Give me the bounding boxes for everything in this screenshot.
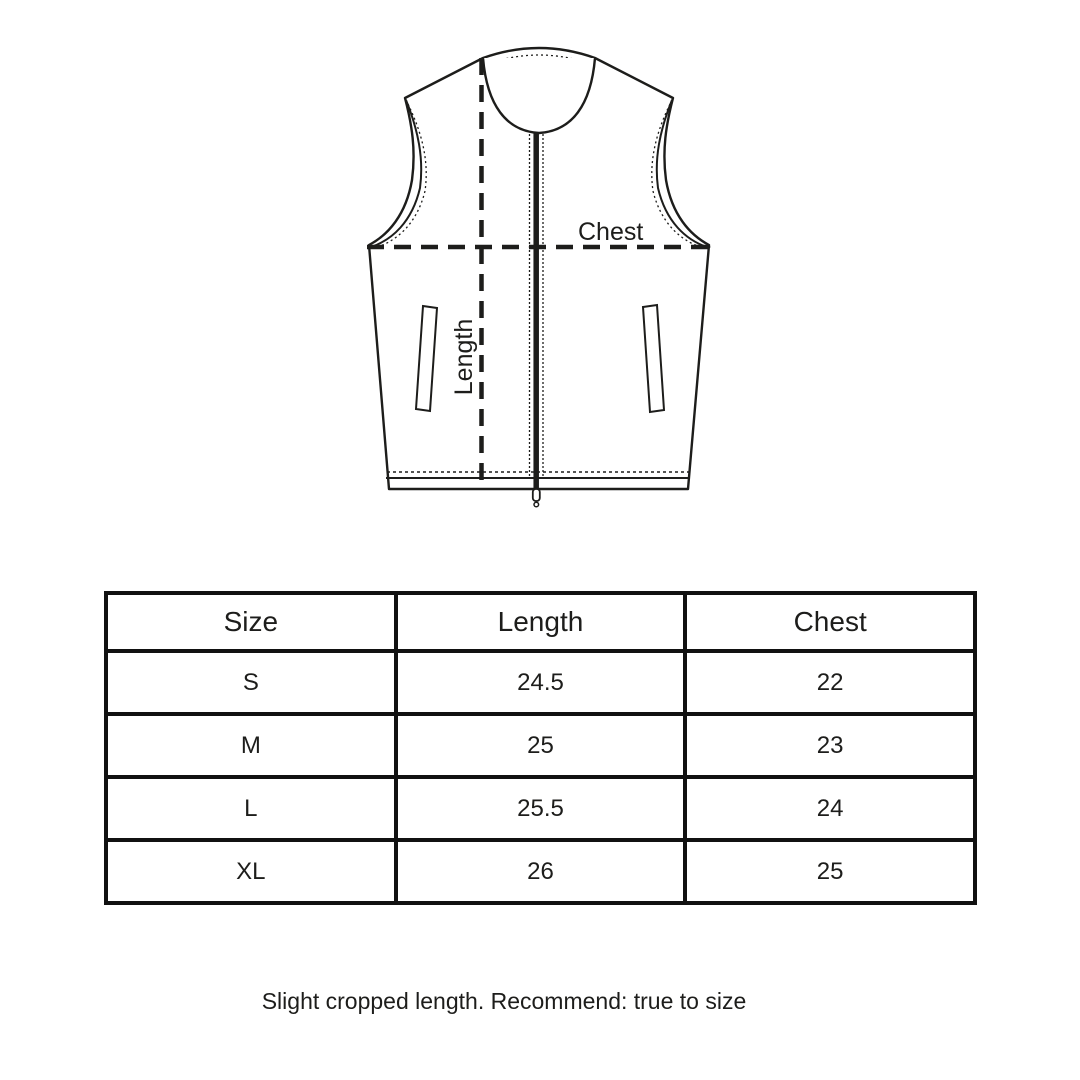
chest-cell: 25 — [685, 840, 975, 903]
column-header-length: Length — [396, 593, 686, 651]
chest-cell: 22 — [685, 651, 975, 714]
size-cell: S — [106, 651, 396, 714]
column-header-chest: Chest — [685, 593, 975, 651]
size-table-header-row — [106, 593, 975, 651]
chest-cell: 24 — [685, 777, 975, 840]
length-cell: 26 — [396, 840, 686, 903]
table-row-m — [106, 714, 975, 777]
column-header-size: Size — [106, 593, 396, 651]
chest-cell: 23 — [685, 714, 975, 777]
size-table — [104, 591, 977, 905]
size-cell: L — [106, 777, 396, 840]
length-cell: 25 — [396, 714, 686, 777]
chest-measure-label: Chest — [578, 218, 644, 246]
length-measure-label: Length — [450, 318, 478, 396]
zipper-pull — [533, 489, 540, 501]
table-row-xl — [106, 840, 975, 903]
table-row-s — [106, 651, 975, 714]
fit-note: Slight cropped length. Recommend: true to size — [261, 988, 747, 1014]
size-cell: XL — [106, 840, 396, 903]
length-cell: 24.5 — [396, 651, 686, 714]
table-row-l — [106, 777, 975, 840]
zipper-pull-knob — [534, 502, 539, 507]
length-cell: 25.5 — [396, 777, 686, 840]
size-cell: M — [106, 714, 396, 777]
